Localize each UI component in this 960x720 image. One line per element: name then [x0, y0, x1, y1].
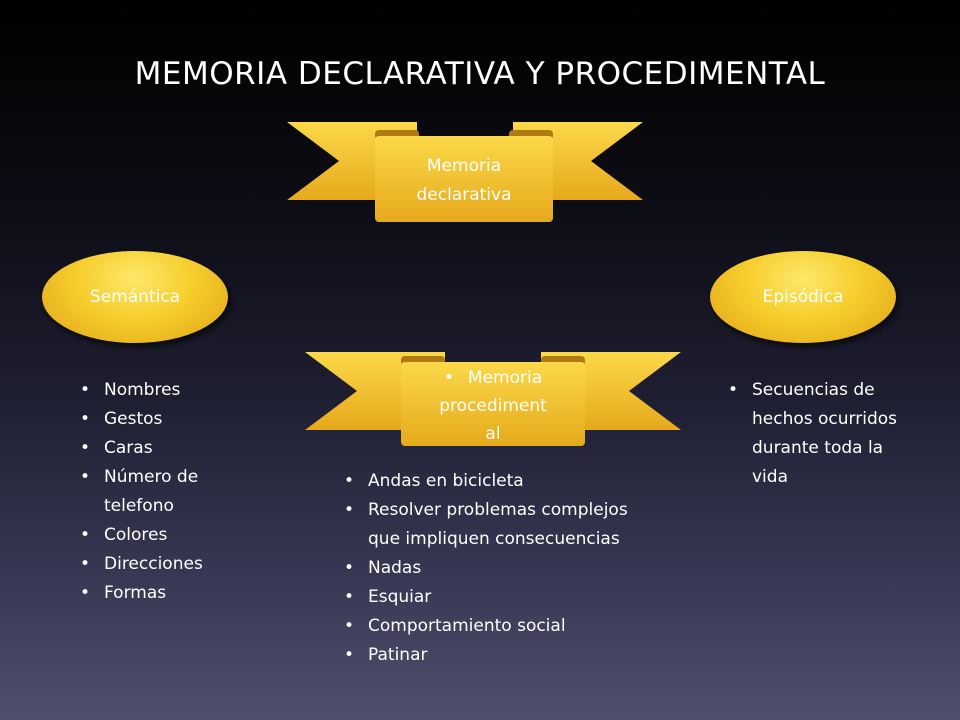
list-item: • Gestos: [74, 405, 244, 434]
list-item: • Nombres: [74, 376, 244, 405]
semantica-list: [74, 376, 244, 608]
list-item: • Caras: [74, 434, 244, 463]
list-item: • Patinar: [338, 641, 628, 670]
procedimental-label-line3: al: [485, 424, 501, 444]
semantica-label: Semántica: [89, 287, 181, 307]
slide-title: MEMORIA DECLARATIVA Y PROCEDIMENTAL: [134, 56, 826, 92]
list-item: • Secuencias de hechos ocurridos durante toda la vida: [722, 376, 922, 492]
episodica-list: [722, 376, 922, 492]
list-item: • Comportamiento social: [338, 612, 628, 641]
declarativa-label-line2: declarativa: [416, 185, 512, 205]
list-item: • Resolver problemas complejos que impliquen consecuencias: [338, 496, 628, 554]
declarativa-label-line1: Memoria: [426, 156, 502, 176]
oval-semantica: [42, 251, 228, 343]
episodica-label: Episódica: [762, 287, 844, 307]
ribbon-memoria-declarativa: [287, 122, 643, 224]
list-item: • Colores: [74, 521, 244, 550]
procedimental-label-line1: • Memoria: [443, 368, 543, 388]
list-item: • Andas en bicicleta: [338, 467, 628, 496]
list-item: • Formas: [74, 579, 244, 608]
oval-episodica: [710, 251, 896, 343]
list-item: • Nadas: [338, 554, 628, 583]
procedimental-list: [338, 467, 628, 670]
list-item: • Direcciones: [74, 550, 244, 579]
list-item: • Número de telefono: [74, 463, 244, 521]
ribbon-memoria-procedimental: [305, 352, 681, 448]
procedimental-bullet: •: [443, 368, 454, 388]
list-item: • Esquiar: [338, 583, 628, 612]
procedimental-label-line2: procediment: [439, 396, 547, 416]
